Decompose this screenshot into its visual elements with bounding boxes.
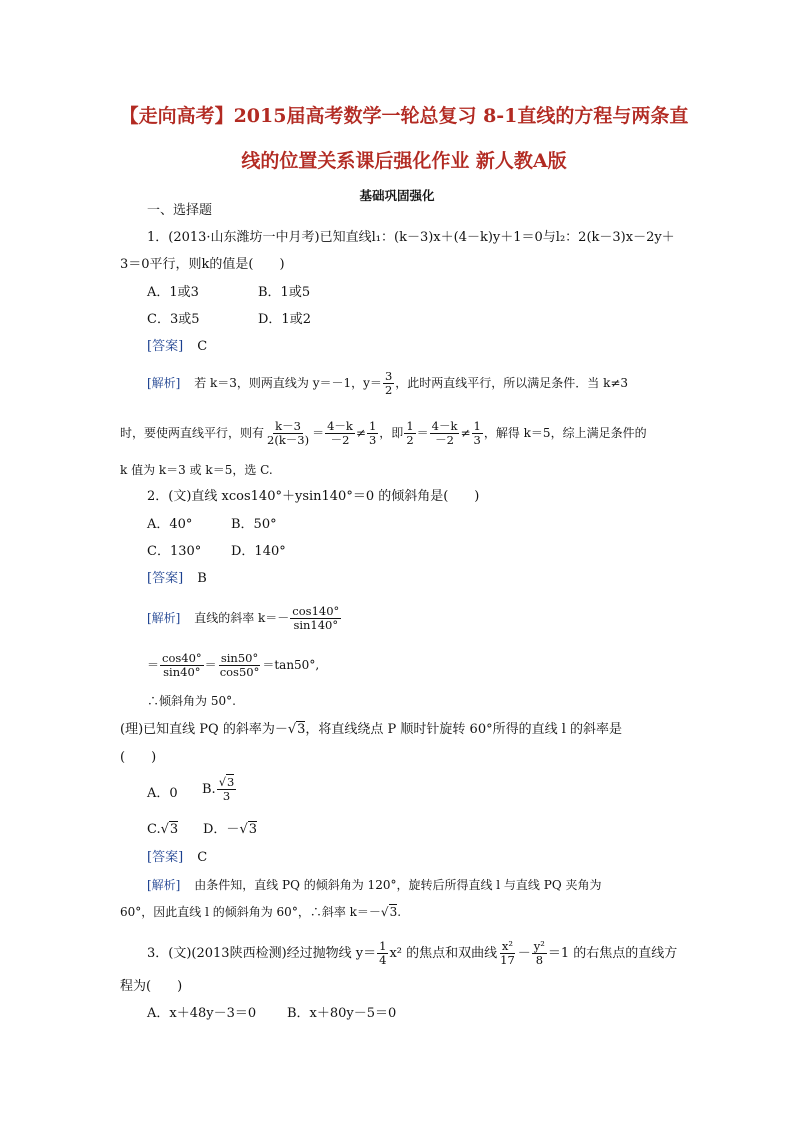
section-heading: 一、选择题 bbox=[147, 203, 213, 218]
fraction: $\frac{\sin 50^\circ}{\cos 50^\circ}$ bbox=[219, 651, 260, 679]
q2li-option-d: D．－√3 bbox=[203, 822, 258, 837]
q2-answer bbox=[147, 571, 207, 587]
q1-analysis-line-3: k 值为 k＝3 或 k＝5，选 C. bbox=[120, 463, 273, 477]
answer-value: B bbox=[197, 571, 207, 586]
q2li-answer bbox=[147, 850, 207, 866]
fraction: $\frac{k-3}{2(k-3)}$ bbox=[267, 419, 310, 447]
document-title-line-1: 【走向高考】2015届高考数学一轮总复习 8-1直线的方程与两条直 bbox=[119, 105, 689, 127]
q2li-option-a: A．0 bbox=[147, 786, 178, 801]
answer-value: C bbox=[197, 850, 208, 865]
analysis-tag: [解析] bbox=[147, 878, 181, 892]
analysis-tag: [解析] bbox=[147, 376, 181, 390]
answer-tag: [答案] bbox=[147, 850, 184, 865]
fraction: $\frac{\cos 40^\circ}{\sin 40^\circ}$ bbox=[162, 651, 202, 679]
fraction: $\frac{4-k}{-2}$ bbox=[431, 419, 458, 447]
q1-analysis-line-1 bbox=[147, 370, 628, 397]
fraction: $\frac{1}{4}$ bbox=[379, 939, 387, 967]
document-title-line-2: 线的位置关系课后强化作业 新人教A版 bbox=[241, 150, 567, 172]
q1-option-b: B．1或5 bbox=[258, 285, 311, 300]
q3-stem-line-1: 3．(文)(2013陕西检测)经过抛物线 y＝ $\frac{1}{4}$ x² 的焦点和双曲线 $\frac{\text{x²}}{17}$ － $\frac{\text{y²}}{8}$ ＝1 的右焦点的直线方 bbox=[147, 939, 678, 967]
q2-option-a: A．40° bbox=[147, 517, 193, 532]
analysis-text: 若 k＝3，则两直线为 y＝－1，y＝ bbox=[194, 376, 382, 390]
q2li-option-c: C.√3 bbox=[147, 822, 179, 837]
q2-option-b: B．50° bbox=[231, 517, 277, 532]
fraction: $\frac{1}{2}$ bbox=[406, 419, 414, 447]
fraction: $\frac{\text{x²}}{17}$ bbox=[500, 939, 515, 967]
fraction: $\frac{\text{y²}}{8}$ bbox=[533, 939, 545, 967]
analysis-tag: [解析] bbox=[147, 611, 181, 625]
section-subtitle: 基础巩固强化 bbox=[359, 188, 435, 203]
q1-option-c: C．3或5 bbox=[147, 312, 200, 327]
q2-analysis-line-1: [解析] 直线的斜率 k＝－ $\frac{\cos 140^\circ}{\sin 140^\circ}$ bbox=[147, 604, 340, 632]
q3-option-a: A．x＋48y－3＝0 bbox=[147, 1006, 257, 1021]
fraction: $\frac{\cos 140^\circ}{\sin 140^\circ}$ bbox=[292, 604, 340, 632]
q2li-stem-line-2: ( ) bbox=[120, 750, 157, 765]
q2li-analysis-line-2: 60°，因此直线 l 的倾斜角为 60°，∴斜率 k＝－√3. bbox=[120, 905, 402, 919]
answer-value: C bbox=[197, 339, 208, 354]
q2-option-d: D．140° bbox=[231, 544, 286, 559]
analysis-text: ，此时两直线平行，所以满足条件．当 k≠3 bbox=[395, 376, 629, 390]
q3-stem-line-2: 程为( ) bbox=[120, 979, 183, 994]
answer-tag: [答案] bbox=[147, 571, 184, 586]
q1-stem-line-1: 1．(2013·山东潍坊一中月考)已知直线l₁：(k－3)x＋(4－k)y＋1＝0与l₂：2(k－3)x－2y＋ bbox=[147, 230, 675, 245]
fraction: $\frac{√3}{3}$ bbox=[218, 775, 235, 803]
q2-analysis-line-2: ＝ $\frac{\cos 40^\circ}{\sin 40^\circ}$ ＝ $\frac{\sin 50^\circ}{\cos 50^\circ}$ ＝tan50°, bbox=[147, 651, 320, 679]
fraction: $\frac{1}{3}$ bbox=[473, 419, 481, 447]
q1-analysis-line-2: 时，要使两直线平行，则有 $\frac{k-3}{2(k-3)}$ ＝ $\frac{4-k}{-2}$ ≠ $\frac{1}{3}$ ，即 $\frac{1}{2}$ ＝ $\frac{4-k}{-2}$ ≠ $\frac{1}{3}$ ，解得 k＝5，综上满足条件的 bbox=[120, 419, 647, 447]
q1-answer bbox=[147, 339, 207, 355]
q2li-analysis-line-1: [解析] 由条件知，直线 PQ 的倾斜角为 120°，旋转后所得直线 l 与直线 PQ 夹角为 bbox=[147, 878, 602, 892]
q1-option-d: D．1或2 bbox=[258, 312, 311, 327]
fraction: $\frac{4-k}{-2}$ bbox=[327, 419, 353, 447]
q3-option-b: B．x＋80y－5＝0 bbox=[287, 1006, 397, 1021]
fraction: $\frac{1}{3}$ bbox=[368, 419, 377, 447]
q2li-option-b: B. $\frac{√3}{3}$ bbox=[202, 775, 235, 803]
q1-stem-line-2: 3＝0平行，则k的值是( ) bbox=[120, 257, 285, 272]
q2li-stem-line-1: (理)已知直线 PQ 的斜率为－√3，将直线绕点 P 顺时针旋转 60°所得的直线 l 的斜率是 bbox=[120, 722, 623, 737]
q2-option-c: C．130° bbox=[147, 544, 202, 559]
answer-tag: [答案] bbox=[147, 339, 184, 354]
q2-analysis-line-3: ∴倾斜角为 50°. bbox=[147, 694, 236, 708]
q2-stem-line-1: 2．(文)直线 xcos140°＋ysin140°＝0 的倾斜角是( ) bbox=[147, 489, 480, 504]
q1-option-a: A．1或3 bbox=[147, 285, 199, 300]
fraction: $\frac{3}{2}$ bbox=[384, 369, 393, 397]
